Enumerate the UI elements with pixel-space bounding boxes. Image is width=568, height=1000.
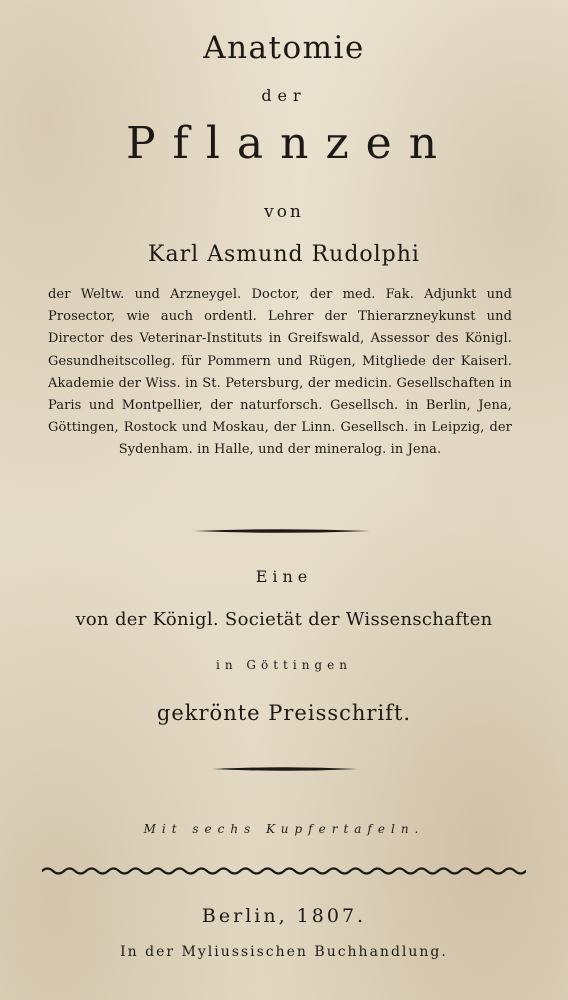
imprint-place-year: Berlin, 1807. bbox=[201, 905, 367, 927]
title-anatomie: Anatomie bbox=[203, 30, 365, 66]
von-label: von bbox=[264, 202, 304, 222]
subtitle-eine: Eine bbox=[255, 567, 313, 586]
title-pflanzen: Pflanzen bbox=[125, 118, 455, 169]
wavy-divider bbox=[42, 862, 526, 880]
author-credentials: der Weltw. und Arzneygel. Doctor, der med. Fak. Adjunkt und Prosector, wie auch ordentl. Lehrer der Thierarzneykunst und Director des Veterinar-Instituts in Greifswald, Assessor des Königl. Gesundheitscolleg. für Pommern und Rügen, Mitgliede der Kaiserl. Akademie der Wiss. in St. Petersburg, der medicin. Gesellschaften in Paris und Montpellier, der naturforsch. Gesellsch. in Berlin, Jena, Göttingen, Rostock und Moskau, der Linn. Gesellsch. in Leipzig, der Sydenham. in Halle, und der mineralog. in Jena. bbox=[48, 287, 512, 458]
title-der: der bbox=[261, 86, 307, 105]
imprint-publisher: In der Myliussischen Buchhandlung. bbox=[120, 944, 448, 960]
author-name: Karl Asmund Rudolphi bbox=[148, 242, 420, 267]
subtitle-societaet: von der Königl. Societät der Wissenschaften bbox=[75, 609, 493, 630]
subtitle-preisschrift: gekrönte Preisschrift. bbox=[156, 701, 412, 725]
plates-note: Mit sechs Kupfertafeln. bbox=[143, 822, 425, 836]
subtitle-ort: in Göttingen bbox=[216, 658, 352, 672]
